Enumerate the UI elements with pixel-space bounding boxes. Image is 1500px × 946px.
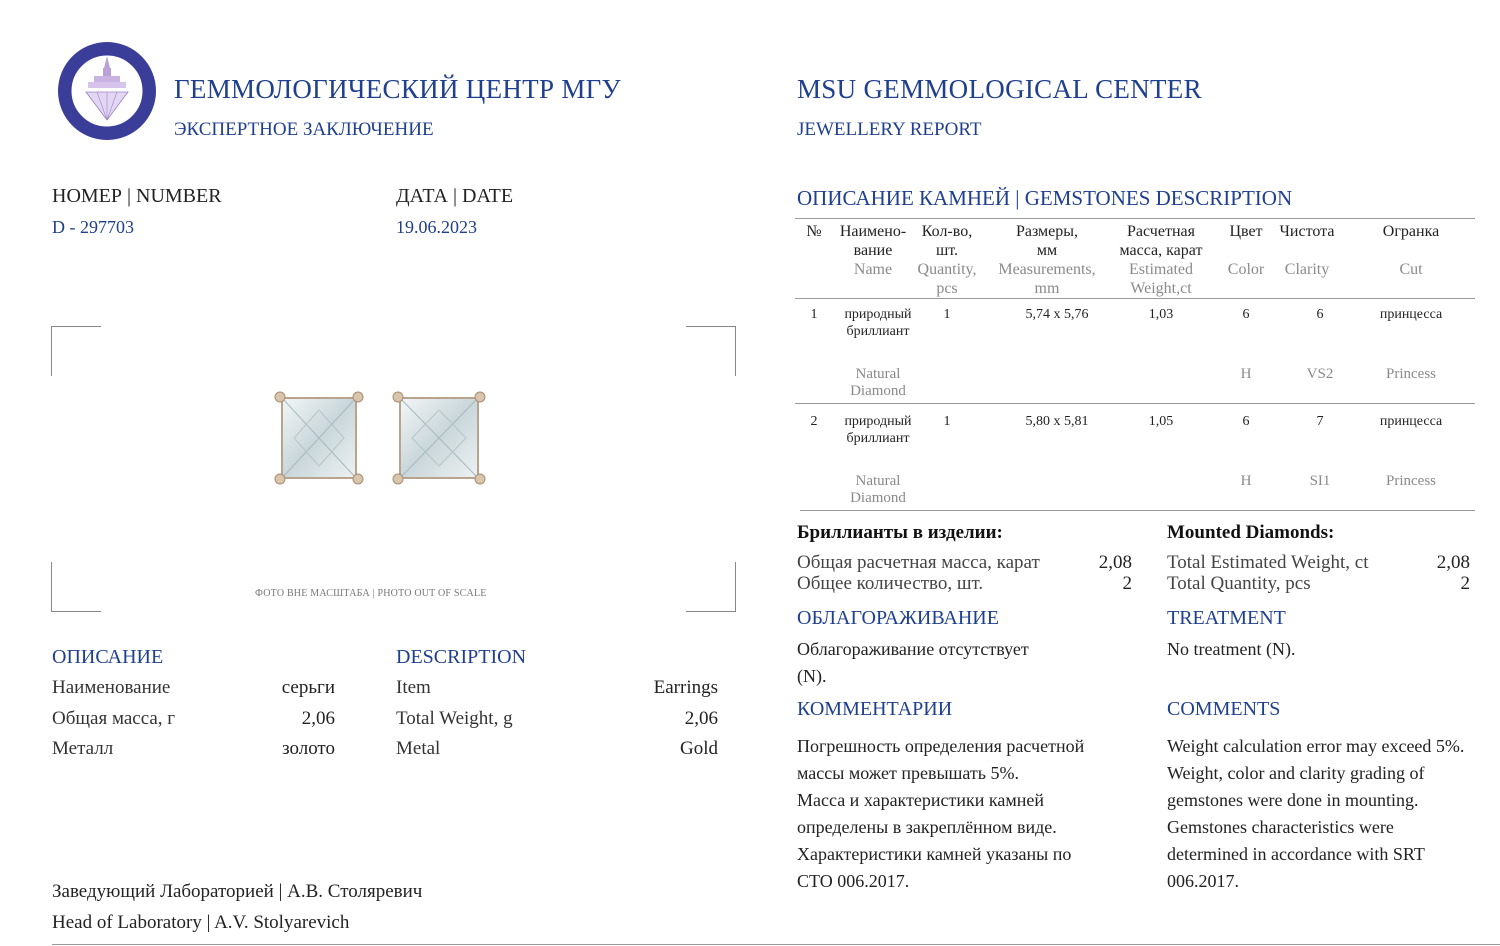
summary-en-qty-value: 2 bbox=[1460, 573, 1470, 594]
desc-en-row-weight bbox=[396, 708, 718, 730]
row-name-en bbox=[825, 366, 931, 400]
row-cut-en: Princess bbox=[1386, 473, 1436, 489]
treatment-en-heading: TREATMENT bbox=[1167, 607, 1286, 629]
col-name-en: Name bbox=[853, 261, 893, 278]
desc-en-value: Gold bbox=[680, 738, 718, 759]
table-header-rule bbox=[795, 298, 1475, 299]
col-size-en-1: Measurements, bbox=[998, 261, 1096, 278]
row-cut-en: Princess bbox=[1386, 366, 1436, 382]
desc-ru-row-weight bbox=[52, 708, 335, 730]
row-cut-ru: принцесса bbox=[1379, 414, 1443, 429]
col-qty bbox=[909, 222, 985, 298]
earrings-photo bbox=[268, 388, 488, 488]
row-clarity-ru: 6 bbox=[1316, 307, 1324, 322]
desc-ru-value: золото bbox=[282, 738, 335, 759]
summary-en-weight bbox=[1167, 552, 1470, 574]
comments-en-line: determined in accordance with SRT bbox=[1167, 844, 1425, 864]
col-cut-en: Cut bbox=[1399, 261, 1423, 278]
frame-corner-top-right bbox=[686, 326, 736, 376]
comments-ru-line: массы может превышать 5%. bbox=[797, 763, 1019, 783]
header-title-ru: ГЕММОЛОГИЧЕСКИЙ ЦЕНТР МГУ bbox=[174, 74, 621, 104]
desc-en-value: Earrings bbox=[653, 677, 718, 698]
description-en-heading: DESCRIPTION bbox=[396, 646, 527, 668]
col-clarity bbox=[1273, 222, 1341, 279]
col-size-ru-2: мм bbox=[1036, 242, 1058, 259]
number-label: НОМЕР | NUMBER bbox=[52, 185, 222, 207]
treatment-ru-text bbox=[797, 636, 1029, 690]
treatment-ru-line: (N). bbox=[797, 666, 827, 686]
comments-ru-line: Погрешность определения расчетной bbox=[797, 736, 1085, 756]
date-label: ДАТА | DATE bbox=[396, 185, 514, 207]
desc-ru-label: Металл bbox=[52, 738, 114, 759]
comments-ru-text bbox=[797, 733, 1137, 895]
summary-en-weight-value: 2,08 bbox=[1436, 552, 1470, 573]
comments-en-line: gemstones were done in mounting. bbox=[1167, 790, 1419, 810]
comments-ru-line: Характеристики камней указаны по bbox=[797, 844, 1072, 864]
row-color-ru: 6 bbox=[1242, 307, 1250, 322]
row-name-ru-2: бриллиант bbox=[846, 324, 910, 339]
bottom-divider bbox=[52, 944, 1500, 945]
row-weight: 1,05 bbox=[1148, 414, 1174, 429]
col-qty-ru-2: шт. bbox=[935, 242, 959, 259]
col-color-ru: Цвет bbox=[1229, 223, 1263, 240]
table-top-rule bbox=[795, 218, 1475, 219]
row-name-en-2: Diamond bbox=[850, 490, 906, 506]
col-weight-ru-2: масса, карат bbox=[1119, 242, 1203, 259]
header-subtitle-en: JEWELLERY REPORT bbox=[797, 119, 982, 140]
row-name-en bbox=[825, 473, 931, 507]
row-clarity-en: SI1 bbox=[1309, 473, 1331, 489]
col-qty-en-2: pcs bbox=[936, 280, 958, 297]
summary-en-qty bbox=[1167, 573, 1470, 595]
col-clarity-ru: Чистота bbox=[1279, 223, 1335, 240]
desc-ru-value: 2,06 bbox=[301, 708, 335, 729]
col-name bbox=[825, 222, 921, 279]
row-name-en-2: Diamond bbox=[850, 383, 906, 399]
col-size-en-2: mm bbox=[1034, 280, 1060, 297]
comments-en-line: 006.2017. bbox=[1167, 871, 1239, 891]
col-name-ru-1: Наимено- bbox=[839, 223, 907, 240]
comments-en-text bbox=[1167, 733, 1497, 895]
row-cut-ru: принцесса bbox=[1379, 307, 1443, 322]
col-qty-ru-1: Кол-во, bbox=[921, 223, 973, 240]
number-value: D - 297703 bbox=[52, 217, 134, 237]
col-weight-ru-1: Расчетная bbox=[1127, 223, 1195, 240]
summary-ru-weight-value: 2,08 bbox=[1098, 552, 1132, 573]
desc-ru-row-metal bbox=[52, 738, 335, 760]
desc-ru-value: серьги bbox=[281, 677, 335, 698]
row-size: 5,80 x 5,81 bbox=[1025, 414, 1089, 429]
summary-ru-qty bbox=[797, 573, 1132, 595]
treatment-ru-heading: ОБЛАГОРАЖИВАНИЕ bbox=[797, 607, 999, 629]
comments-ru-heading: КОММЕНТАРИИ bbox=[797, 698, 953, 720]
frame-corner-bottom-right bbox=[686, 562, 736, 612]
comments-ru-line: Масса и характеристики камней bbox=[797, 790, 1045, 810]
row-name-ru-2: бриллиант bbox=[846, 431, 910, 446]
description-ru-heading: ОПИСАНИЕ bbox=[52, 646, 164, 668]
row-name-en-1: Natural bbox=[855, 366, 901, 382]
col-cut bbox=[1365, 222, 1457, 279]
summary-ru-title: Бриллианты в изделии: bbox=[797, 522, 1003, 543]
gemstones-table bbox=[795, 218, 1475, 513]
gemstones-heading: ОПИСАНИЕ КАМНЕЙ | GEMSTONES DESCRIPTION bbox=[797, 186, 1293, 210]
col-size-ru-1: Размеры, bbox=[1015, 223, 1079, 240]
desc-en-value: 2,06 bbox=[684, 708, 718, 729]
summary-ru-weight-label: Общая расчетная масса, карат bbox=[797, 552, 1040, 573]
header-title-en: MSU GEMMOLOGICAL CENTER bbox=[797, 74, 1202, 104]
date-value: 19.06.2023 bbox=[396, 217, 477, 237]
desc-en-label: Item bbox=[396, 677, 431, 698]
col-qty-en-1: Quantity, bbox=[917, 261, 977, 278]
summary-ru-qty-label: Общее количество, шт. bbox=[797, 573, 984, 594]
row-name-ru-1: природный bbox=[844, 414, 912, 429]
row-no: 1 bbox=[810, 307, 818, 322]
right-earring bbox=[393, 392, 485, 484]
desc-en-row-item bbox=[396, 677, 718, 699]
col-name-ru-2: вание bbox=[853, 242, 893, 259]
comments-en-line: Weight, color and clarity grading of bbox=[1167, 763, 1425, 783]
comments-en-line: Weight calculation error may exceed 5%. bbox=[1167, 736, 1465, 756]
frame-corner-top-left bbox=[51, 326, 101, 376]
comments-ru-line: определены в закреплённом виде. bbox=[797, 817, 1057, 837]
signature-en: Head of Laboratory | A.V. Stolyarevich bbox=[52, 912, 350, 933]
summary-en-qty-label: Total Quantity, pcs bbox=[1167, 573, 1311, 594]
row-clarity-ru: 7 bbox=[1316, 414, 1324, 429]
desc-ru-row-item bbox=[52, 677, 335, 699]
summary-ru-qty-value: 2 bbox=[1122, 573, 1132, 594]
summary-en-title: Mounted Diamonds: bbox=[1167, 522, 1335, 543]
col-cut-ru: Огранка bbox=[1382, 223, 1440, 240]
desc-en-label: Total Weight, g bbox=[396, 708, 513, 729]
row-name-en-1: Natural bbox=[855, 473, 901, 489]
comments-en-line: Gemstones characteristics were bbox=[1167, 817, 1394, 837]
col-weight bbox=[1109, 222, 1213, 298]
row-qty: 1 bbox=[943, 414, 951, 429]
row-no: 2 bbox=[810, 414, 818, 429]
desc-ru-label: Наименование bbox=[52, 677, 171, 698]
treatment-ru-line: Облагораживание отсутствует bbox=[797, 639, 1029, 659]
col-size bbox=[987, 222, 1107, 298]
row-color-ru: 6 bbox=[1242, 414, 1250, 429]
col-color-en: Color bbox=[1227, 261, 1265, 278]
col-clarity-en: Clarity bbox=[1284, 261, 1330, 278]
comments-ru-line: СТО 006.2017. bbox=[797, 871, 910, 891]
summary-en-weight-label: Total Estimated Weight, ct bbox=[1167, 552, 1369, 573]
desc-ru-label: Общая масса, г bbox=[52, 708, 176, 729]
frame-corner-bottom-left bbox=[51, 562, 101, 612]
row-color-en: H bbox=[1240, 366, 1252, 382]
desc-en-row-metal bbox=[396, 738, 718, 760]
table-row-rule bbox=[795, 403, 1475, 404]
col-weight-en-2: Weight,ct bbox=[1130, 280, 1192, 297]
col-weight-en-1: Estimated bbox=[1129, 261, 1193, 278]
table-bottom-rule bbox=[800, 510, 1475, 511]
left-earring bbox=[275, 392, 363, 484]
col-no: № bbox=[806, 223, 822, 240]
treatment-en-text: No treatment (N). bbox=[1167, 639, 1296, 659]
msu-gemmological-logo bbox=[56, 40, 158, 142]
row-weight: 1,03 bbox=[1148, 307, 1174, 322]
col-color bbox=[1219, 222, 1273, 279]
desc-en-label: Metal bbox=[396, 738, 441, 759]
row-size: 5,74 x 5,76 bbox=[1025, 307, 1089, 322]
header-subtitle-ru: ЭКСПЕРТНОЕ ЗАКЛЮЧЕНИЕ bbox=[174, 119, 434, 140]
photo-note: ФОТО ВНЕ МАСШТАБА | PHOTO OUT OF SCALE bbox=[255, 588, 487, 599]
signature-ru: Заведующий Лабораторией | А.В. Столяревич bbox=[52, 881, 423, 902]
row-color-en: H bbox=[1240, 473, 1252, 489]
row-qty: 1 bbox=[943, 307, 951, 322]
row-name-ru-1: природный bbox=[844, 307, 912, 322]
row-clarity-en: VS2 bbox=[1306, 366, 1334, 382]
summary-ru-weight bbox=[797, 552, 1132, 574]
comments-en-heading: COMMENTS bbox=[1167, 698, 1281, 720]
